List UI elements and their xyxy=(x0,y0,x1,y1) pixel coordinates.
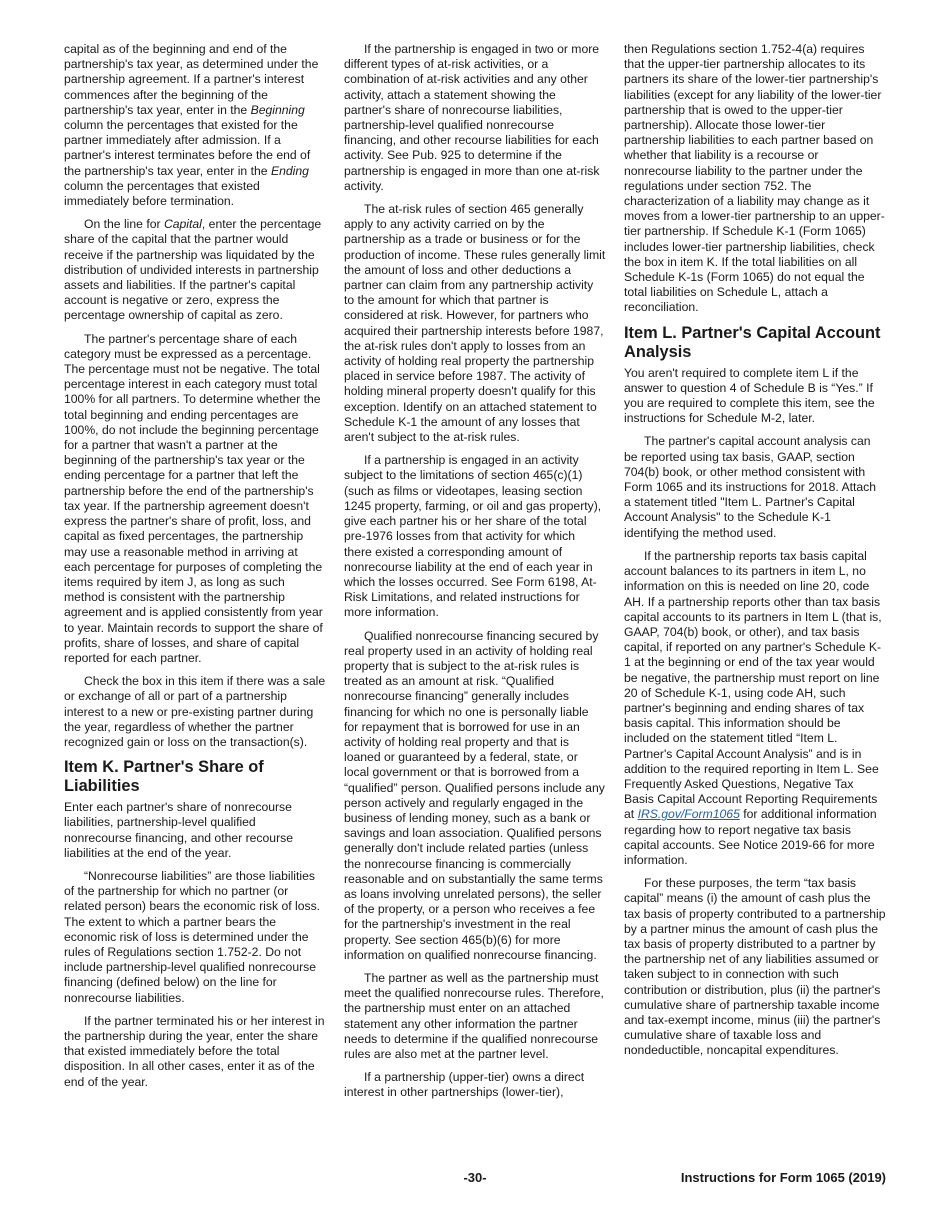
paragraph: On the line for Capital, enter the percentage share of the capital that the partner would receive if the partnership was liquidated by the distribution of undivided interests in partnership assets and liabilities. If the partner's capital account is negative or zero, express the percentage ownership of capital as zero. xyxy=(64,217,322,323)
paragraph: The partner's capital account analysis can be reported using tax basis, GAAP, section 704(b) book, or other method consistent with Form 1065 and its instructions for 2018. Attach a statement titled "Item L. Partner's Capital Account Analysis" to the Schedule K-1 identifying the method used. xyxy=(624,434,877,540)
paragraph: then Regulations section 1.752-4(a) requires that the upper-tier partnership allocates to its partners its share of the lower-tier partnership's liabilities (except for any liability of the lower-tier partnership that is owed to the upper-tier partnership). Allocate those lower-tier partnership liabilities to each partner based on whether that liability is a recourse or nonrecourse liability to the partner under the regulations under section 752. The characterization of a liability may change as it moves from a lower-tier partnership to an upper-tier partnership. If Schedule K-1 (Form 1065) includes lower-tier partnership liabilities, check the box in item K. If the total liabilities on all Schedule K-1s (Form 1065) do not equal the total liabilities on Schedule L, attach a reconciliation. xyxy=(624,42,885,315)
paragraph: If the partner terminated his or her interest in the partnership during the year, enter the share that existed immediately before the total disposition. In all other cases, enter it as of the end of the year. xyxy=(64,1013,325,1089)
left-column xyxy=(64,42,326,1098)
footer-title: Instructions for Form 1065 (2019) xyxy=(680,1170,886,1185)
paragraph: If the partnership reports tax basis capital account balances to its partners in item L, no information on this is needed on line 20, code AH. If a partnership reports other than tax basis capital accounts to its partners in Item L (that is, GAAP, 704(b) book, or other), and tax basis capital, if reported on any partner's Schedule K-1 at the beginning or end of the tax year would be negative, the partnership must report on line 20 of Schedule K-1, using code AH, such partner's beginning and ending shares of tax basis capital. This information should be included on the statement titled “Item L. Partner's Capital Account Analysis” and is in addition to the required reporting in Item L. See Frequently Asked Questions, Negative Tax Basis Capital Account Reporting Requirements at IRS.gov/Form1065 for additional information regarding how to report negative tax basis capital accounts. See Notice 2019-66 for more information. xyxy=(624,548,882,867)
paragraph: “Nonrecourse liabilities” are those liabilities of the partnership for which no partner (or related person) bears the economic risk of loss. The extent to which a partner bears the economic risk of loss is determined under the rules of Regulations section 1.752-2. Do not include partnership-level qualified nonrecourse financing (defined below) on the line for nonrecourse liabilities. xyxy=(64,868,321,1005)
section-heading-item-l: Item L. Partner's Capital Account Analysis xyxy=(624,323,881,361)
middle-column xyxy=(344,42,606,1109)
section-heading-item-k: Item K. Partner's Share of Liabilities xyxy=(64,758,264,796)
paragraph: If the partnership is engaged in two or more different types of at-risk activities, or a combination of at-risk activities and any other activity, attach a statement showing the partner's share of nonrecourse liabilities, partnership-level qualified nonrecourse financing, and other recourse liabilities for each activity. See Pub. 925 to determine if the partnership is engaged in more than one at-risk activity. xyxy=(344,42,600,193)
paragraph: The partner as well as the partnership must meet the qualified nonrecourse rules. Therefore, the partnership must enter on an attached statement any other information the partner needs to determine if the qualified nonrecourse rules are also met at the partner level. xyxy=(344,970,604,1061)
page-footer xyxy=(64,1170,886,1188)
page-number: -30- xyxy=(463,1170,487,1185)
paragraph: capital as of the beginning and end of the partnership's tax year, as determined under the partnership agreement. If a partner's interest commences after the beginning of the partnership's tax year, enter in the Beginning column the percentages that existed for the partner immediately after admission. If a partner's interest terminates before the end of the partnership's tax year, enter in the Ending column the percentages that existed immediately before termination. xyxy=(64,42,319,209)
paragraph: You aren't required to complete item L if the answer to question 4 of Schedule B is “Yes.” If you are required to complete this item, see the instructions for Schedule M-2, later. xyxy=(624,365,875,426)
right-column xyxy=(624,42,886,1067)
paragraph: If a partnership (upper-tier) owns a direct interest in other partnerships (lower-tier), xyxy=(344,1070,585,1100)
paragraph: Enter each partner's share of nonrecourse liabilities, partnership-level qualified nonrecourse financing, and other recourse liabilities at the end of the year. xyxy=(64,800,293,860)
irs-form1065-link[interactable]: IRS.gov/Form1065 xyxy=(637,807,740,822)
paragraph: The at-risk rules of section 465 generally apply to any activity carried on by the partnership as a trade or business or for the production of income. These rules generally limit the amount of loss and other deductions a partner can claim from any partnership activity to the amount for which that partner is considered at risk. However, for partners who acquired their partnership interests before 1987, the at-risk rules don't apply to losses from an activity of holding real property the partnership placed in service before 1987. The activity of holding mineral property doesn't qualify for this exception. Identify on an attached statement to Schedule K-1 the amount of any losses that aren't subject to the at-risk rules. xyxy=(344,202,606,445)
paragraph: For these purposes, the term “tax basis capital” means (i) the amount of cash plus the tax basis of property contributed to a partnership by a partner minus the amount of cash plus the tax basis of property distributed to a partner by the partnership net of any liabilities assumed or taken subject to in connection with such contribution or distribution, plus (ii) the partner's cumulative share of partnership taxable income and tax-exempt income, minus (iii) the partner's cumulative share of taxable loss and nondeductible, noncapital expenditures. xyxy=(624,876,886,1058)
paragraph: Qualified nonrecourse financing secured by real property used in an activity of holding real property that is subject to the at-risk rules is treated as an amount at risk. “Qualified nonrecourse financing” generally includes financing for which no one is personally liable for repayment that is borrowed for use in an activity of holding real property and that is loaned or guaranteed by a federal, state, or local government or that is borrowed from a “qualified” person. Qualified persons include any person actively and regularly engaged in the business of lending money, such as a bank or savings and loan association. Qualified persons generally don't include related parties (unless the nonrecourse financing is commercially reasonable and on substantially the same terms as loans involving unrelated persons), the seller of the property, or a person who receives a fee for the partnership's investment in the real property. See section 465(b)(6) for more information on qualified nonrecourse financing. xyxy=(344,628,605,962)
paragraph: The partner's percentage share of each category must be expressed as a percentage. The percentage must not be negative. The total percentage interest in each category must total 100% for all partners. To determine whether the total beginning and ending percentages are 100%, do not include the beginning percentage for a partner that wasn't a partner at the beginning of the partnership's tax year or the ending percentage for a partner that left the partnership before the end of the partnership's tax year. If the partnership agreement doesn't express the partner's share of profit, loss, and capital as fixed percentages, the partnership may use a reasonable method in arriving at each percentage for purposes of completing the items required by item J, as long as such method is consistent with the partnership agreement and is applied consistently from year to year. Maintain records to support the share of profits, share of losses, and share of capital reported for each partner. xyxy=(64,331,323,665)
paragraph: If a partnership is engaged in an activity subject to the limitations of section 465(c)(1) (such as films or videotapes, leasing section 1245 property, farming, or oil and gas property), give each partner his or her share of the total pre-1976 losses from that activity for which there existed a corresponding amount of nonrecourse liability at the end of each year in which the losses occurred. See Form 6198, At-Risk Limitations, and related instructions for more information. xyxy=(344,453,602,620)
paragraph: Check the box in this item if there was a sale or exchange of all or part of a partnership interest to a new or pre-existing partner during the year, regardless of whether the partner recognized gain or loss on the transaction(s). xyxy=(64,674,326,749)
